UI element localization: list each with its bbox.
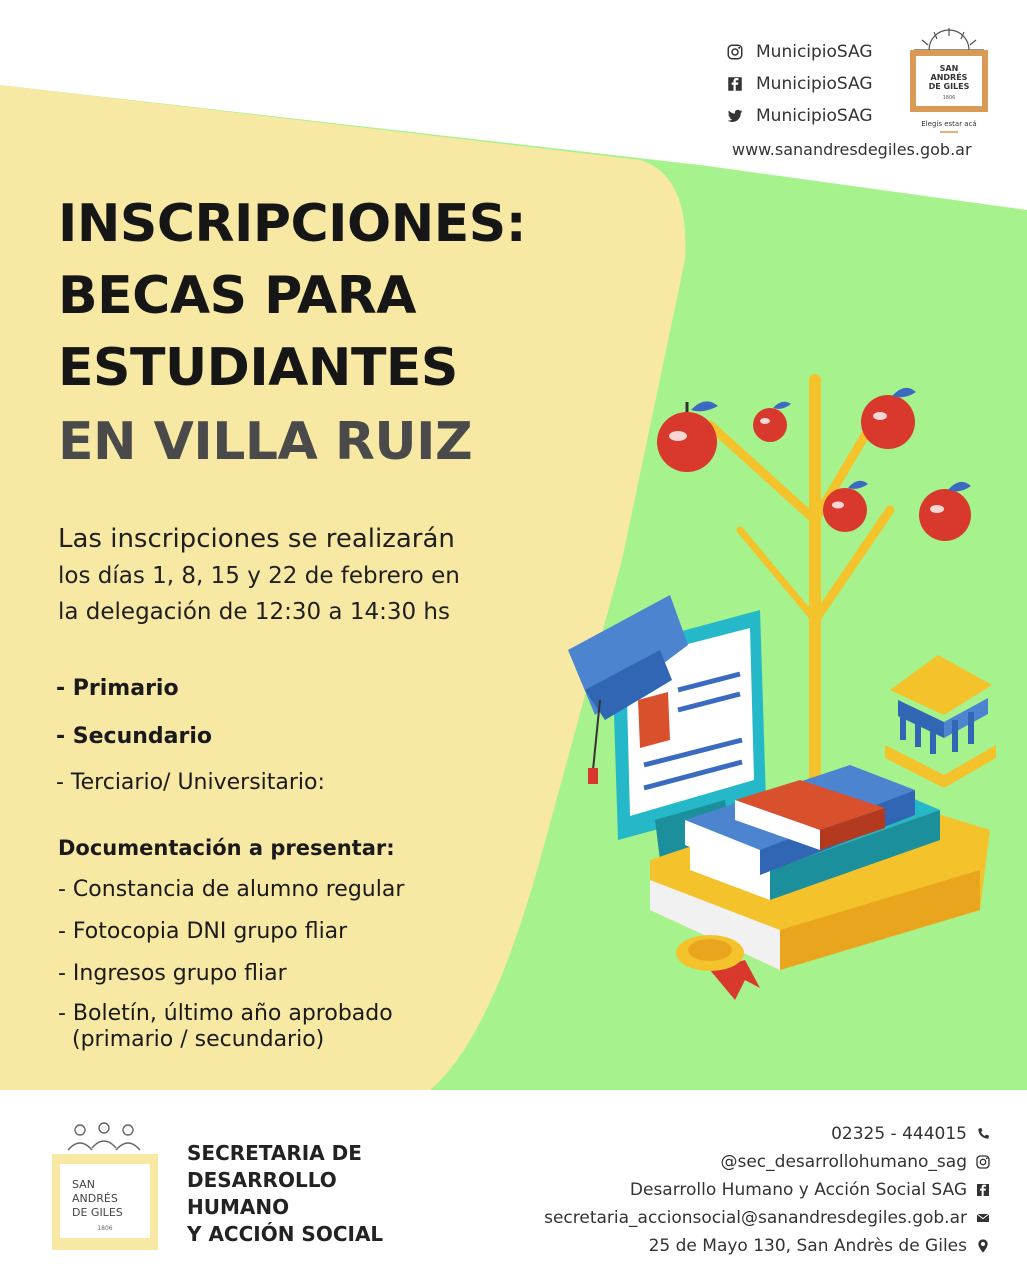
headline-line2: BECAS PARA bbox=[58, 266, 416, 326]
secretariat-logo bbox=[52, 1120, 158, 1250]
museum-building-icon bbox=[885, 655, 996, 788]
instagram-icon bbox=[726, 43, 744, 61]
contact-phone-text: 02325 - 444015 bbox=[831, 1124, 967, 1144]
intro-line2: los días 1, 8, 15 y 22 de febrero en bbox=[58, 563, 460, 589]
secretariat-name bbox=[187, 1140, 383, 1248]
social-instagram[interactable] bbox=[726, 42, 873, 62]
contact-address[interactable] bbox=[649, 1236, 991, 1256]
instagram-handle: MunicipioSAG bbox=[756, 42, 873, 62]
doc-item: - Ingresos grupo fliar bbox=[58, 961, 287, 986]
sec-logo-line1: SAN bbox=[72, 1178, 95, 1191]
intro-line3: la delegación de 12:30 a 14:30 hs bbox=[58, 599, 450, 625]
contact-email-text: secretaria_accionsocial@sanandresdegiles.gob.ar bbox=[544, 1208, 967, 1228]
social-twitter[interactable] bbox=[726, 106, 873, 126]
twitter-handle: MunicipioSAG bbox=[756, 106, 873, 126]
contact-facebook-text: Desarrollo Humano y Acción Social SAG bbox=[629, 1180, 967, 1200]
contact-instagram[interactable] bbox=[720, 1152, 991, 1172]
social-facebook[interactable] bbox=[726, 74, 873, 94]
facebook-handle: MunicipioSAG bbox=[756, 74, 873, 94]
instagram-icon bbox=[975, 1154, 991, 1170]
logo-tagline: Elegís estar acá bbox=[921, 120, 977, 128]
sec-logo-line3: DE GILES bbox=[72, 1206, 123, 1219]
intro-text bbox=[58, 520, 618, 630]
doc-item: - Constancia de alumno regular bbox=[58, 877, 405, 902]
contact-phone[interactable] bbox=[831, 1124, 991, 1144]
website-link[interactable]: www.sanandresdegiles.gob.ar bbox=[732, 140, 972, 159]
secretariat-name-line3: HUMANO bbox=[187, 1195, 290, 1219]
doc-item: - Boletín, último año aprobado bbox=[58, 1001, 393, 1026]
doc-item: - Fotocopia DNI grupo fliar bbox=[58, 919, 348, 944]
doc-item-note: (primario / secundario) bbox=[72, 1027, 325, 1052]
municipality-logo bbox=[904, 28, 994, 148]
sec-logo-year: 1806 bbox=[97, 1225, 113, 1232]
level-tertiary: - Terciario/ Universitario: bbox=[56, 770, 325, 795]
headline-line4: EN VILLA RUIZ bbox=[58, 412, 473, 472]
headline-line3: ESTUDIANTES bbox=[58, 338, 458, 398]
headline-line1: INSCRIPCIONES: bbox=[58, 194, 526, 254]
location-pin-icon bbox=[975, 1238, 991, 1254]
level-secondary: - Secundario bbox=[56, 724, 213, 749]
twitter-icon bbox=[726, 107, 744, 125]
contact-facebook[interactable] bbox=[630, 1180, 991, 1200]
contact-address-text: 25 de Mayo 130, San Andrès de Giles bbox=[648, 1236, 967, 1256]
contact-instagram-text: @sec_desarrollohumano_sag bbox=[720, 1152, 967, 1172]
facebook-icon bbox=[726, 75, 744, 93]
documentation-title: Documentación a presentar: bbox=[58, 836, 395, 860]
logo-line2: ANDRÉS bbox=[930, 73, 968, 82]
facebook-icon bbox=[975, 1182, 991, 1198]
education-illustration bbox=[560, 370, 1010, 1000]
sec-logo-line2: ANDRÉS bbox=[72, 1192, 118, 1205]
level-primary: - Primario bbox=[56, 676, 179, 701]
logo-line3: DE GILES bbox=[928, 82, 970, 91]
mail-icon bbox=[975, 1210, 991, 1226]
contact-email[interactable] bbox=[544, 1208, 991, 1228]
logo-line1: SAN bbox=[939, 64, 959, 73]
intro-line1: Las inscripciones se realizarán bbox=[58, 524, 455, 554]
secretariat-name-line4: Y ACCIÓN SOCIAL bbox=[187, 1222, 384, 1246]
logo-year: 1806 bbox=[942, 95, 956, 101]
secretariat-name-line1: SECRETARIA DE bbox=[187, 1141, 362, 1165]
phone-icon bbox=[975, 1126, 991, 1142]
secretariat-name-line2: DESARROLLO bbox=[187, 1168, 337, 1192]
